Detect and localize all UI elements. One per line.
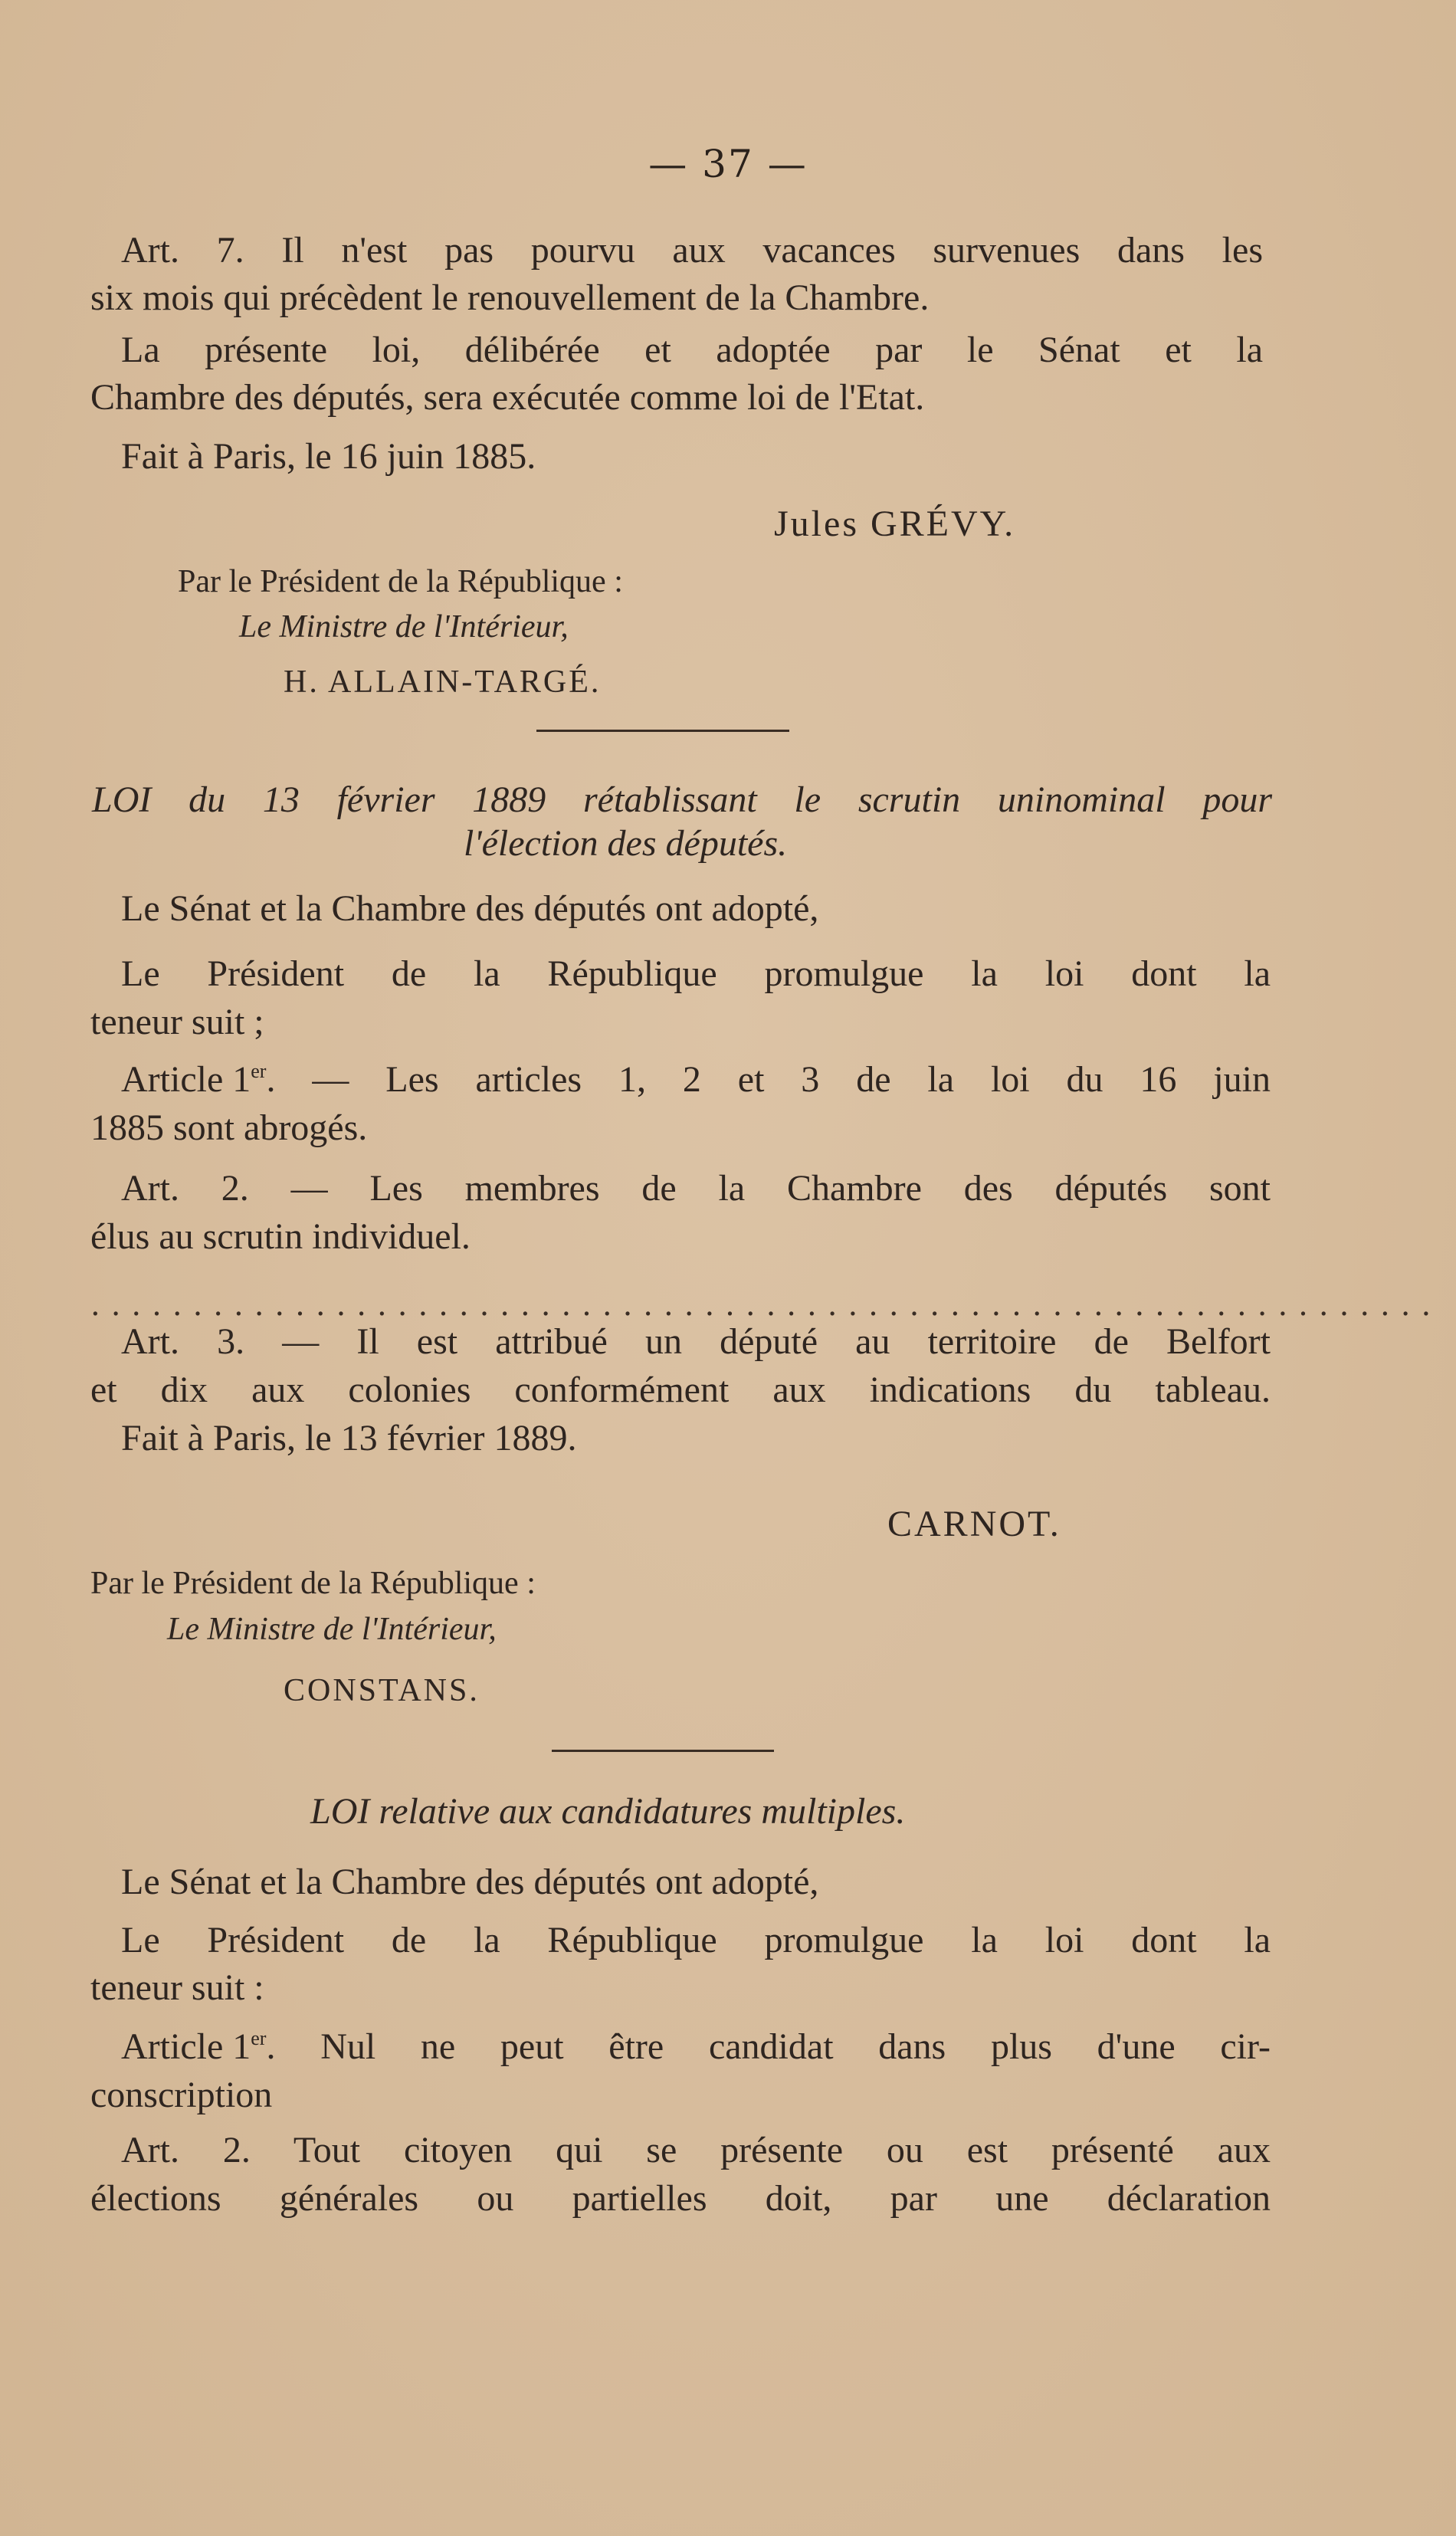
section-divider [536,730,789,732]
art7-line-1: Art. 7. Il n'est pas pourvu aux vacances survenues dans les [121,230,1263,271]
ministre-title-2: Le Ministre de l'Intérieur, [167,1612,497,1647]
page-number: — 37 — [648,142,808,186]
promulgue-line-3-2: teneur suit : [90,1967,264,2008]
article-1b-line-2: conscription [90,2075,273,2115]
signature-carnot: CARNOT. [887,1504,1061,1544]
article-1-line-1 [121,1061,1271,1098]
article-3-line-1: Art. 3. — Il est attribué un député au territoire de Belfort [121,1321,1271,1362]
ministre-name: H. ALLAIN-TARGÉ. [284,664,602,700]
adoption-line-3: Le Sénat et la Chambre des députés ont adopté, [121,1862,819,1902]
law-title-line-1: LOI du 13 février 1889 rétablissant le scrutin uninominal pour [92,779,1272,820]
article-2b-line-2: élections générales ou partielles doit, par une déclaration [90,2178,1271,2219]
section-divider-2 [552,1750,774,1752]
adoption-line: Le Sénat et la Chambre des députés ont adopté, [121,888,819,929]
article-1-label: Article 1 [121,1059,251,1100]
article-2b-line-1: Art. 2. Tout citoyen qui se présente ou est présenté aux [121,2130,1271,2170]
date-line: Fait à Paris, le 16 juin 1885. [121,436,536,477]
article-3-line-2: et dix aux colonies conformément aux indications du tableau. [90,1370,1271,1410]
art7-line-2: six mois qui précèdent le renouvellement de la Chambre. [90,277,930,318]
par-le-president-2: Par le Président de la République : [90,1566,536,1601]
article-2-line-2: élus au scrutin individuel. [90,1216,471,1257]
article-1b-sup: er [251,2027,267,2049]
ministre-title: Le Ministre de l'Intérieur, [239,609,569,645]
signature-president: Jules GRÉVY. [774,504,1016,544]
law-title-candidatures: LOI relative aux candidatures multiples. [310,1791,906,1832]
date-line-2: Fait à Paris, le 13 février 1889. [121,1418,577,1458]
ministre-name-2: CONSTANS. [284,1673,480,1708]
ellipsis-row: .................................................................. [90,1288,1442,1323]
article-1-sup: er [251,1060,267,1082]
article-2-line-1: Art. 2. — Les membres de la Chambre des députés sont [121,1168,1271,1209]
article-1-text: . — Les articles 1, 2 et 3 de la loi du 16 juin [266,1059,1271,1100]
promulgue-line-1: Le Président de la République promulgue la loi dont la [121,953,1271,994]
par-le-president: Par le Président de la République : [178,564,623,599]
law-title-line-2: l'élection des députés. [464,823,788,864]
promulgation-line-1: La présente loi, délibérée et adoptée par le Sénat et la [121,330,1263,370]
promulgue-line-3-1: Le Président de la République promulgue la loi dont la [121,1920,1271,1960]
article-1b-line-1 [121,2026,1271,2067]
promulgation-line-2: Chambre des députés, sera exécutée comme loi de l'Etat. [90,377,925,418]
article-1-line-2: 1885 sont abrogés. [90,1107,368,1148]
article-1b-label: Article 1 [121,2026,251,2067]
article-1b-text: . Nul ne peut être candidat dans plus d'une cir- [266,2026,1271,2067]
promulgue-line-2: teneur suit ; [90,1002,264,1042]
